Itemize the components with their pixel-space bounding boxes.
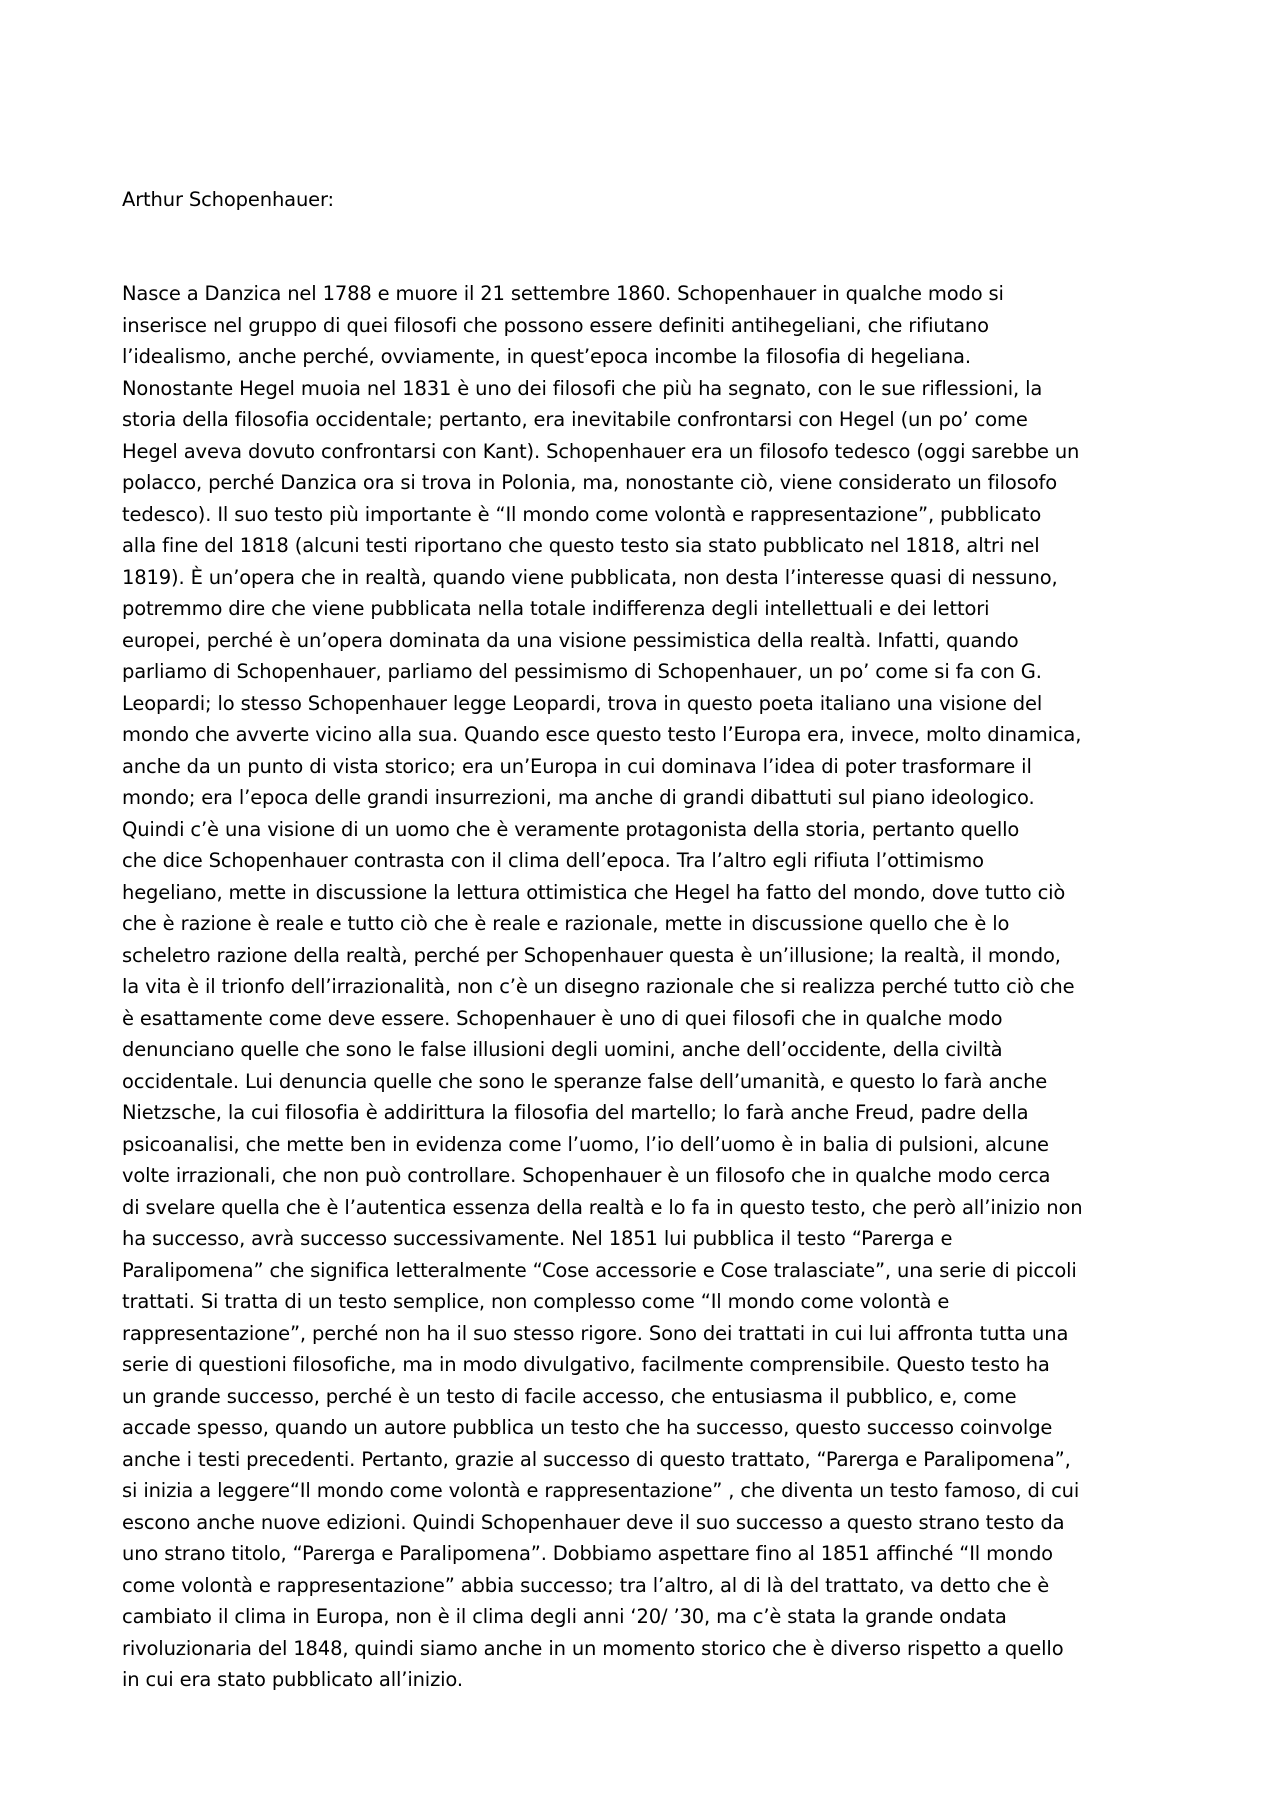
document-title: Arthur Schopenhauer: (122, 187, 334, 211)
document-body: Nasce a Danzica nel 1788 e muore il 21 settembre 1860. Schopenhauer in qualche modo si inserisce nel gruppo di quei filosofi che possono essere definiti antihegeliani, che rifiutano l’idealismo, anche perché, ovviamente, in quest’epoca incombe la filosofia di hegeliana. Nonostante Hegel muoia nel 1831 è uno dei filosofi che più ha segnato, con le sue riflessioni, la storia della filosofia occidentale; pertanto, era inevitabile confrontarsi con Hegel (un po’ come Hegel aveva dovuto confrontarsi con Kant). Schopenhauer era un filosofo tedesco (oggi sarebbe un polacco, perché Danzica ora si trova in Polonia, ma, nonostante ciò, viene considerato un filosofo tedesco). Il suo testo più importante è “Il mondo come volontà e rappresentazione”, pubblicato alla fine del 1818 (alcuni testi riportano che questo testo sia stato pubblicato nel 1818, altri nel 1819). È un’opera che in realtà, quando viene pubblicata, non desta l’interesse quasi di nessuno, potremmo dire che viene pubblicata nella totale indifferenza degli intellettuali e dei lettori europei, perché è un’opera dominata da una visione pessimistica della realtà. Infatti, quando parliamo di Schopenhauer, parliamo del pessimismo di Schopenhauer, un po’ come si fa con G. Leopardi; lo stesso Schopenhauer legge Leopardi, trova in questo poeta italiano una visione del mondo che avverte vicino alla sua. Quando esce questo testo l’Europa era, invece, molto dinamica, anche da un punto di vista storico; era un’Europa in cui dominava l’idea di poter trasformare il mondo; era l’epoca delle grandi insurrezioni, ma anche di grandi dibattuti sul piano ideologico. Quindi c’è una visione di un uomo che è veramente protagonista della storia, pertanto quello che dice Schopenhauer contrasta con il clima dell’epoca. Tra l’altro egli rifiuta l’ottimismo hegeliano, mette in discussione la lettura ottimistica che Hegel ha fatto del mondo, dove tutto ciò che è razione è reale e tutto ciò che è reale e razionale, mette in discussione quello che è lo scheletro razione della realtà, perché per Schopenhauer questa è un’illusione; la realtà, il mondo, la vita è il trionfo dell’irrazionalità, non c’è un disegno razionale che si realizza perché tutto ciò che è esattamente come deve essere. Schopenhauer è uno di quei filosofi che in qualche modo denunciano quelle che sono le false illusioni degli uomini, anche dell’occidente, della civiltà occidentale. Lui denuncia quelle che sono le speranze false dell’umanità, e questo lo farà anche Nietzsche, la cui filosofia è addirittura la filosofia del martello; lo farà anche Freud, padre della psicoanalisi, che mette ben in evidenza come l’uomo, l’io dell’uomo è in balia di pulsioni, alcune volte irrazionali, che non può controllare. Schopenhauer è un filosofo che in qualche modo cerca di svelare quella che è l’autentica essenza della realtà e lo fa in questo testo, che però all’inizio non ha successo, avrà successo successivamente. Nel 1851 lui pubblica il testo “Parerga e Paralipomena” che significa letteralmente “Cose accessorie e Cose tralasciate”, una serie di piccoli trattati. Si tratta di un testo semplice, non complesso come “Il mondo come volontà e rappresentazione”, perché non ha il suo stesso rigore. Sono dei trattati in cui lui affronta tutta una serie di questioni filosofiche, ma in modo divulgativo, facilmente comprensibile. Questo testo ha un grande successo, perché è un testo di facile accesso, che entusiasma il pubblico, e, come accade spesso, quando un autore pubblica un testo che ha successo, questo successo coinvolge anche i testi precedenti. Pertanto, grazie al successo di questo trattato, “Parerga e Paralipomena”, si inizia a leggere“Il mondo come volontà e rappresentazione” , che diventa un testo famoso, di cui escono anche nuove edizioni. Quindi Schopenhauer deve il suo successo a questo strano testo da uno strano titolo, “Parerga e Paralipomena”. Dobbiamo aspettare fino al 1851 affinché “Il mondo come volontà e rappresentazione” abbia successo; tra l’altro, al di là del trattato, va detto che è cambiato il clima in Europa, non è il clima degli anni ‘20/ ’30, ma c’è stata la grande ondata rivoluzionaria del 1848, quindi siamo anche in un momento storico che è diverso rispetto a quello in cui era stato pubblicato all’inizio. (122, 282, 1083, 1691)
document-content (122, 152, 1167, 1727)
